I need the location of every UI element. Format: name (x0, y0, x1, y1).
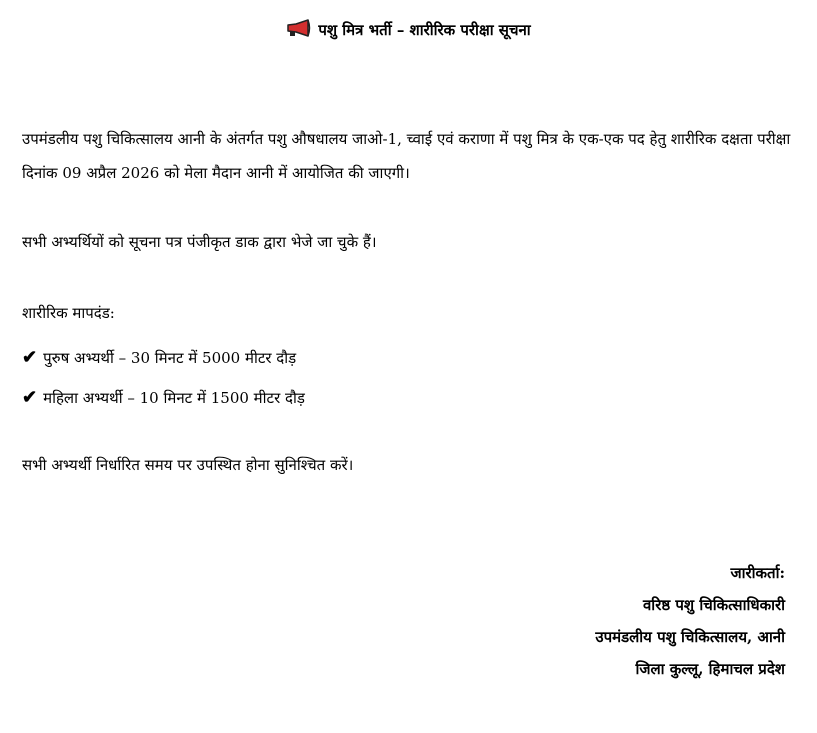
paragraph-attendance: सभी अभ्यर्थी निर्धारित समय पर उपस्थित होना सुनिश्चित करें। (22, 456, 354, 474)
criteria-item-male (22, 338, 797, 378)
criteria-item-text: महिला अभ्यर्थी – 10 मिनट में 1500 मीटर दौड़ (43, 389, 305, 407)
signature-block (595, 557, 785, 685)
notice-title-text: पशु मित्र भर्ती – शारीरिक परीक्षा सूचना (318, 21, 531, 39)
criteria-list (22, 338, 797, 418)
criteria-heading: शारीरिक मापदंड: (22, 304, 115, 322)
signatory-district: जिला कुल्लू, हिमाचल प्रदेश (635, 660, 785, 678)
criteria-item-female (22, 378, 797, 418)
criteria-item-text: पुरुष अभ्यर्थी – 30 मिनट में 5000 मीटर दौड़ (43, 349, 297, 367)
checkmark-icon: ✔ (22, 387, 38, 408)
megaphone-icon (286, 19, 312, 44)
issued-by-label: जारीकर्ता: (730, 564, 785, 582)
notice-title (0, 18, 817, 44)
signatory-designation: वरिष्ठ पशु चिकित्साधिकारी (642, 596, 785, 614)
checkmark-icon: ✔ (22, 347, 38, 368)
signatory-office: उपमंडलीय पशु चिकित्सालय, आनी (595, 628, 785, 646)
paragraph-exam-details: उपमंडलीय पशु चिकित्सालय आनी के अंतर्गत पशु औषधालय जाओ-1, च्वाई एवं कराणा में पशु मित्र के एक-एक पद हेतु शारीरिक दक्षता परीक्षा दिनांक 09 अप्रैल 2026 को मेला मैदान आनी में आयोजित की जाएगी। (22, 130, 791, 182)
paragraph-letters-sent: सभी अभ्यर्थियों को सूचना पत्र पंजीकृत डाक द्वारा भेजे जा चुके हैं। (22, 233, 377, 251)
